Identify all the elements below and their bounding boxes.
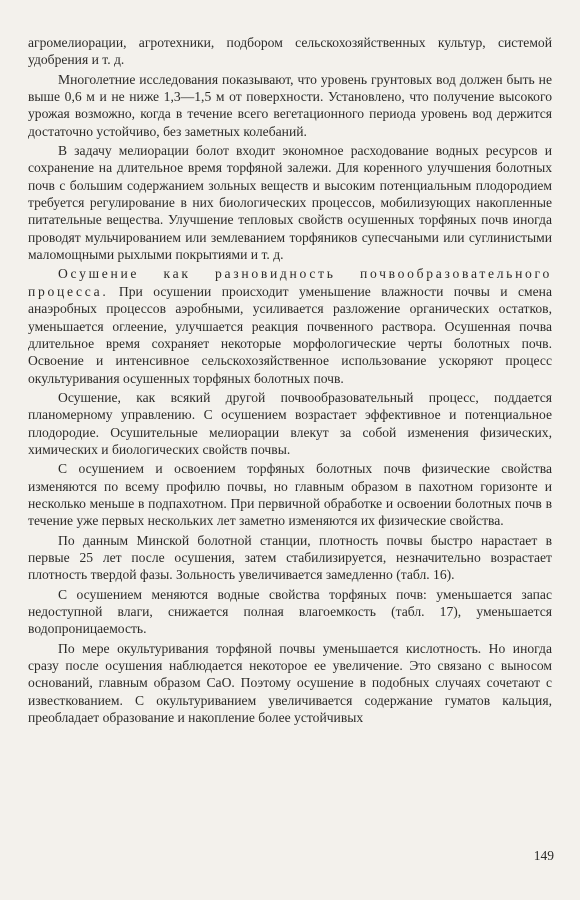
paragraph: По мере окультуривания торфяной почвы уменьшается кислотность. Но иногда сразу после осушения наблюдается некоторое ее увеличение. Это связано с выносом оснований, главным образом CaO. Поэтому осушение в подобных случаях сочетают с известкованием. С окультуриванием увеличивается содержание гуматов кальция, преобладает образование и накопление более устойчивых [28, 640, 552, 726]
paragraph: Осушение, как всякий другой почвообразовательный процесс, поддается планомерному управлению. С осушением возрастает эффективное и потенциальное плодородие. Осушительные мелиорации влекут за собой изменения физических, химических и биологических свойств почвы. [28, 389, 552, 457]
paragraph-text: При осушении происходит уменьшение влажности почвы и смена анаэробных процессов аэробными, усиливается разложение органических остатков, уменьшается оглеение, улучшается реакция почвенного раствора. Осушенная почва длительное время сохраняет некоторые морфологические черты болотных почв. Освоение и интенсивное сельскохозяйственное использование ускоряют процесс окультуривания осушенных торфяных болотных почв. [28, 283, 552, 386]
paragraph: С осушением и освоением торфяных болотных почв физические свойства изменяются по всему профилю почвы, но главным образом в пахотном горизонте и несколько меньше в подпахотном. При первичной обработке и освоении болотных почв в течение уже первых нескольких лет заметно изменяются их физические свойства. [28, 461, 552, 529]
paragraph: Многолетние исследования показывают, что уровень грунтовых вод должен быть не выше 0,6 м и не ниже 1,3—1,5 м от поверхности. Установлено, что получение высокого урожая возможно, когда в течение всего вегетационного периода уровень вод держится достаточно устойчиво, без заметных колебаний. [28, 71, 552, 139]
paragraph: агромелиорации, агротехники, подбором сельскохозяйственных культур, системой удобрения и т. д. [28, 35, 552, 68]
page-number: 149 [533, 848, 554, 863]
paragraph-drainage-heading [28, 265, 552, 386]
paragraph: В задачу мелиорации болот входит экономное расходование водных ресурсов и сохранение на длительное время торфяной залежи. Для коренного улучшения болотных почв с большим содержанием зольных веществ и высоким потенциальным плодородием требуется регулирование в них биологических процессов, мобилизующих накопленные питательные вещества. Улучшение тепловых свойств осушенных торфяных почв иногда проводят мульчированием или землеванием торфяников супесчаными или суглинистыми маломощными рыхлыми покрытиями и т. д. [28, 143, 552, 263]
spaced-run-in-heading: Осушение как разновидность почвообразовательного процесса. [28, 266, 552, 299]
paragraph: По данным Минской болотной станции, плотность почвы быстро нарастает в первые 25 лет после осушения, затем стабилизируется, незначительно возрастает плотность твердой фазы. Зольность увеличивается замедленно (табл. 16). [28, 532, 552, 583]
body-text [28, 34, 552, 728]
paragraph: С осушением меняются водные свойства торфяных почв: уменьшается запас недоступной влаги, снижается полная влагоемкость (табл. 17), уменьшается водопроницаемость. [28, 586, 552, 637]
